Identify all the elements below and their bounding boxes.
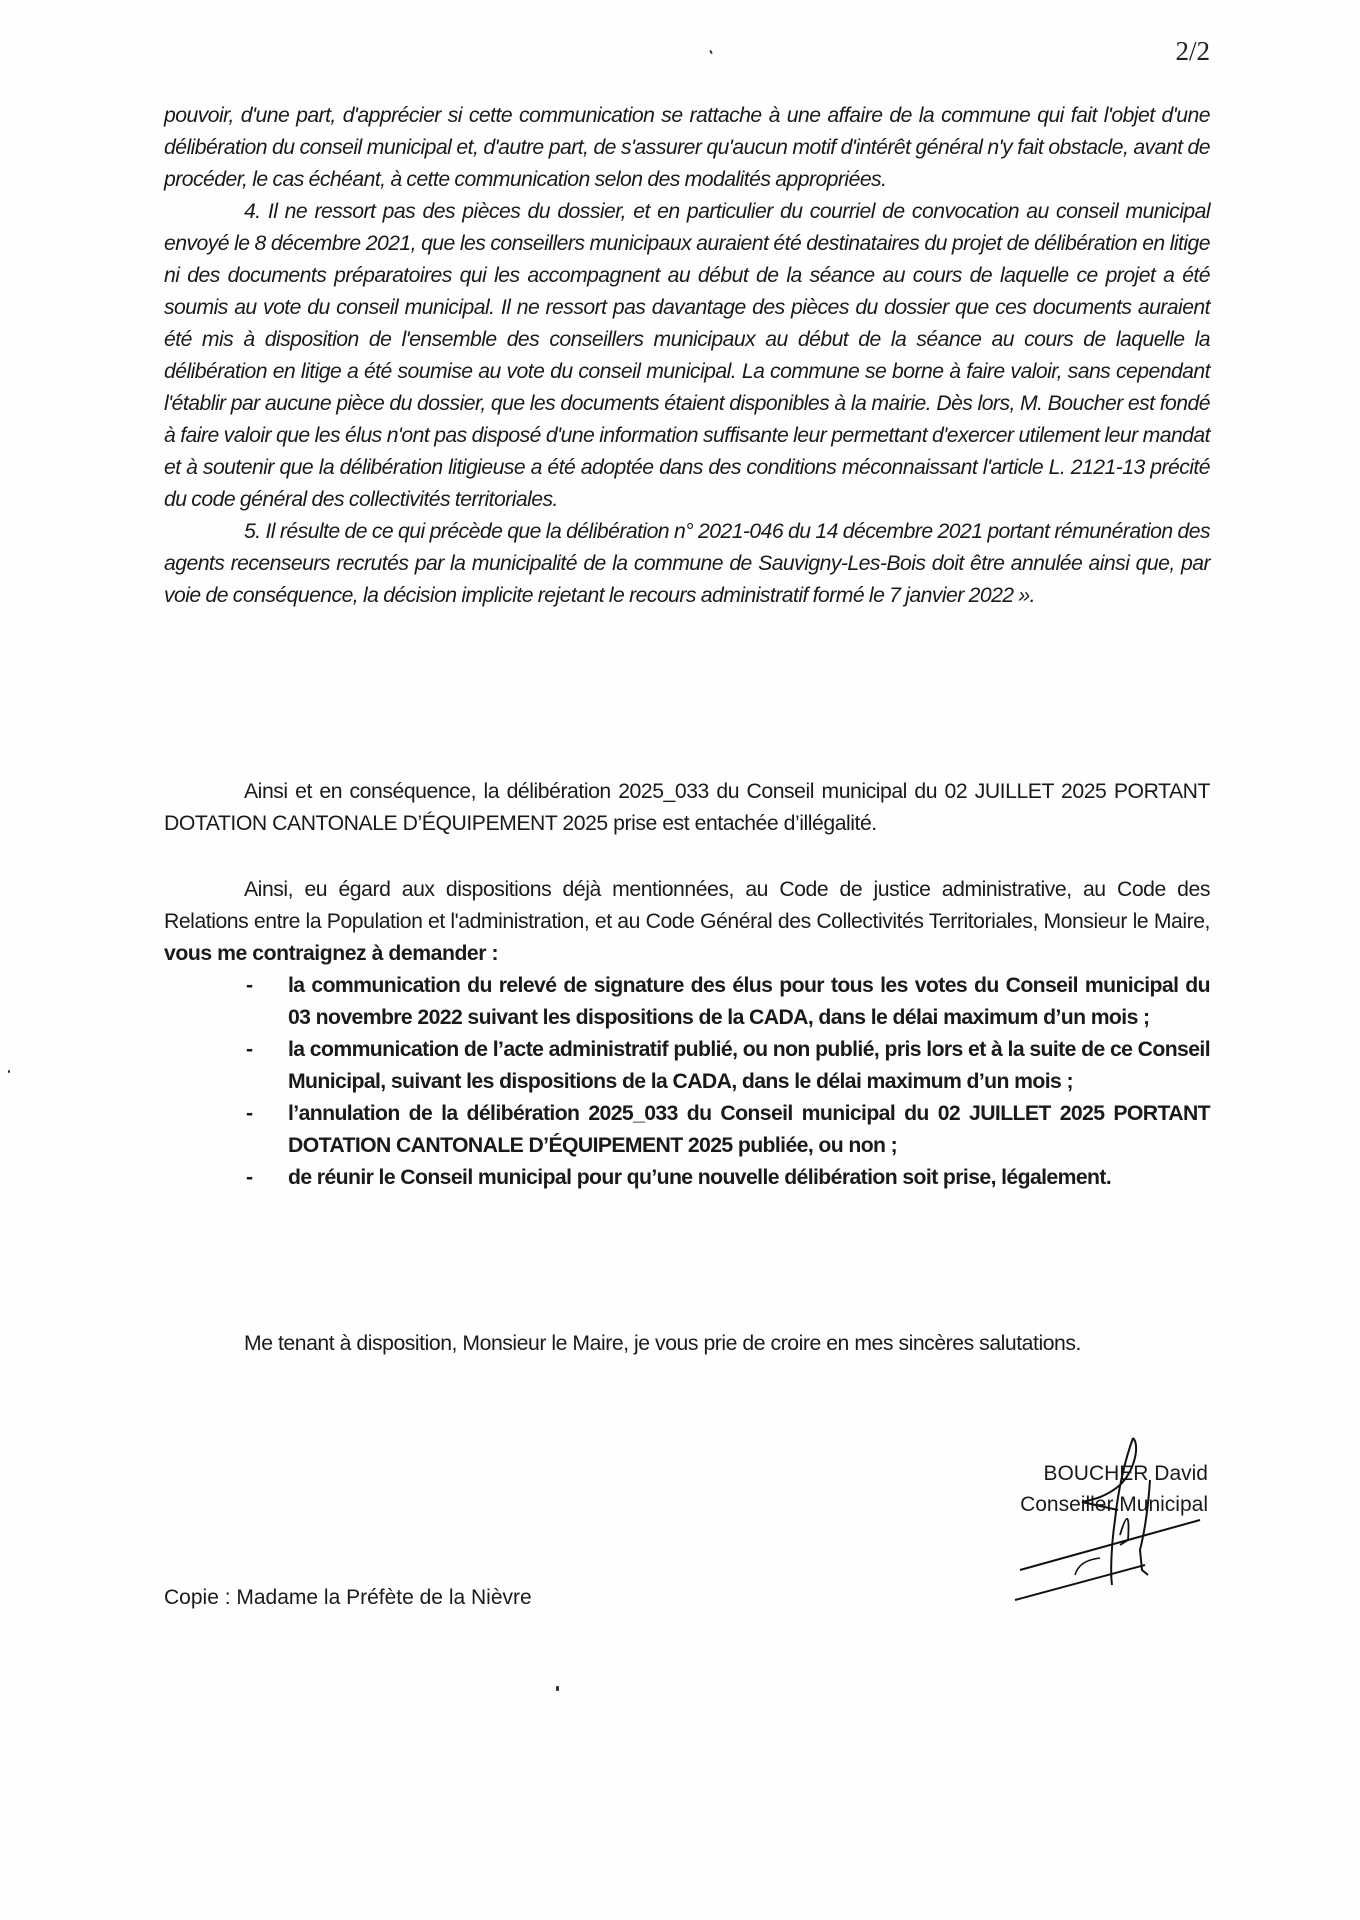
request-intro-text: Ainsi, eu égard aux dispositions déjà mentionnées, au Code de justice administrative, au Code des Relations entre la Population et l'administration, et au Code Général des Collectivités Territoriales, Monsieur le Maire, — [164, 878, 1210, 933]
request-list — [164, 970, 1210, 1194]
request-item — [164, 1098, 1210, 1162]
quoted-judgment — [164, 100, 1210, 612]
request-item — [164, 970, 1210, 1034]
quote-paragraph-1: pouvoir, d'une part, d'apprécier si cette communication se rattache à une affaire de la commune qui fait l'objet d'une délibération du conseil municipal et, d'autre part, de s'assurer qu'aucun motif d'intérêt général n'y fait obstacle, avant de procéder, le cas échéant, à cette communication selon des modalités appropriées. — [164, 104, 1210, 191]
request-item — [164, 1162, 1210, 1194]
bullet-dash: - — [246, 1102, 253, 1125]
scan-speck — [8, 1070, 10, 1073]
conclusion-text: Ainsi et en conséquence, la délibération 2025_033 du Conseil municipal du 02 JUILLET 2025 PORTANT DOTATION CANTONALE D’ÉQUIPEMENT 2025 prise est entachée d’illégalité. — [164, 780, 1210, 835]
scan-speck — [556, 1686, 559, 1691]
request-intro-bold: vous me contraignez à demander : — [164, 942, 499, 965]
request-item-text: l’annulation de la délibération 2025_033 du Conseil municipal du 02 JUILLET 2025 PORTANT DOTATION CANTONALE D’ÉQUIPEMENT 2025 publiée, ou non ; — [288, 1102, 1210, 1157]
page-number: 2/2 — [1175, 36, 1210, 66]
request-item-text: la communication du relevé de signature des élus pour tous les votes du Conseil municipal du 03 novembre 2022 suivant les dispositions de la CADA, dans le délai maximum d’un mois ; — [288, 974, 1210, 1029]
signatory-name: BOUCHER David — [1043, 1462, 1208, 1485]
signatory-title: Conseiller Municipal — [1020, 1493, 1208, 1516]
request-item — [164, 1034, 1210, 1098]
request-intro-paragraph — [164, 874, 1210, 970]
bullet-dash: - — [246, 1166, 253, 1189]
request-item-text: de réunir le Conseil municipal pour qu’une nouvelle délibération soit prise, légalement. — [288, 1166, 1112, 1189]
handwritten-signature-icon — [1000, 1420, 1260, 1620]
closing-text: Me tenant à disposition, Monsieur le Maire, je vous prie de croire en mes sincères salutations. — [244, 1332, 1081, 1355]
bullet-dash: - — [246, 1038, 253, 1061]
quote-paragraph-4: 4. Il ne ressort pas des pièces du dossier, et en particulier du courriel de convocation au conseil municipal envoyé le 8 décembre 2021, que les conseillers municipaux auraient été destinataires du projet de délibération en litige ni des documents préparatoires qui les accompagnent au début de la séance au cours de laquelle ce projet a été soumis au vote du conseil municipal. Il ne ressort pas davantage des pièces du dossier que ces documents auraient été mis à disposition de l'ensemble des conseillers municipaux au début de la séance au cours de laquelle la délibération en litige a été soumise au vote du conseil municipal. La commune se borne à faire valoir, sans cependant l'établir par aucune pièce du dossier, que les documents étaient disponibles à la mairie. Dès lors, M. Boucher est fondé à faire valoir que les élus n'ont pas disposé d'une information suffisante leur permettant d'exercer utilement leur mandat et à soutenir que la délibération litigieuse a été adoptée dans des conditions méconnaissant l'article L. 2121-13 précité du code général des collectivités territoriales. — [164, 200, 1210, 511]
copy-recipient: Copie : Madame la Préfète de la Nièvre — [164, 1586, 532, 1609]
quote-paragraph-5: 5. Il résulte de ce qui précède que la délibération n° 2021-046 du 14 décembre 2021 portant rémunération des agents recenseurs recrutés par la municipalité de la commune de Sauvigny-Les-Bois doit être annulée ainsi que, par voie de conséquence, la décision implicite rejetant le recours administratif formé le 7 janvier 2022 ». — [164, 520, 1210, 607]
request-intro — [164, 874, 1210, 970]
scan-speck — [709, 50, 713, 54]
closing-paragraph — [164, 1328, 1210, 1360]
conclusion-paragraph — [164, 776, 1210, 840]
request-item-text: la communication de l’acte administratif publié, ou non publié, pris lors et à la suite de ce Conseil Municipal, suivant les dispositions de la CADA, dans le délai maximum d’un mois ; — [288, 1038, 1210, 1093]
bullet-dash: - — [246, 974, 253, 997]
